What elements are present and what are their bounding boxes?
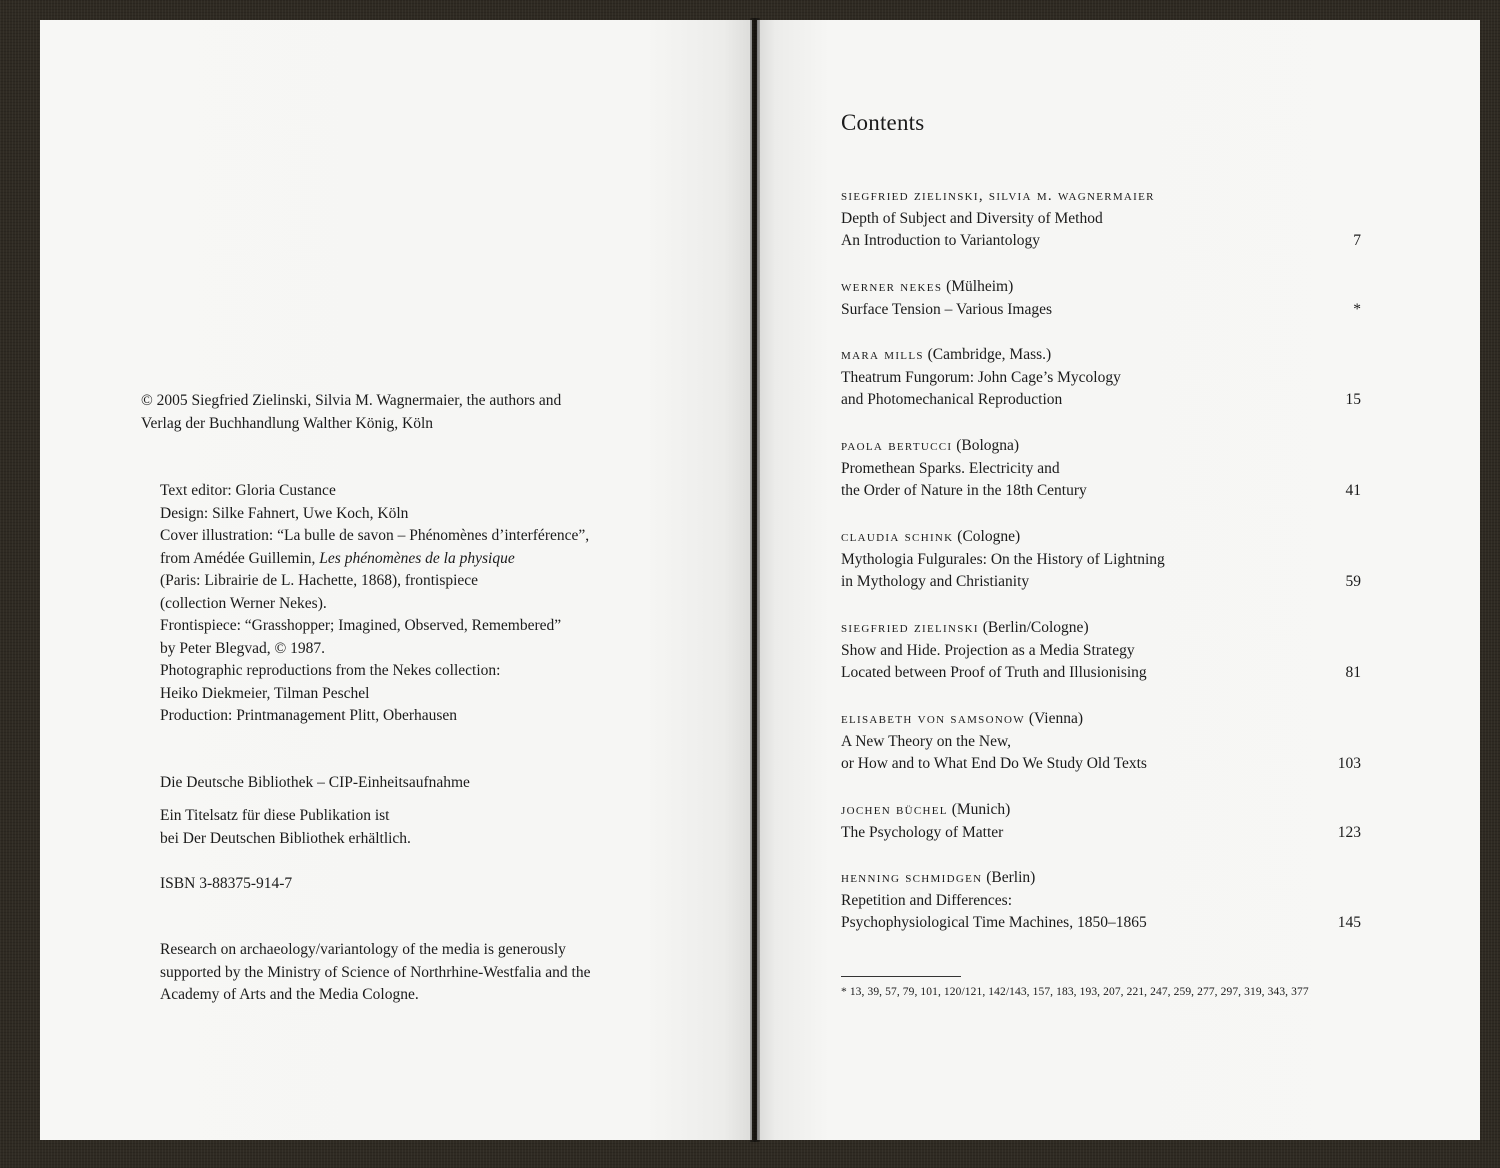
toc-location: (Berlin/Cologne) — [982, 619, 1089, 636]
toc-page-number: 123 — [1337, 823, 1361, 841]
toc-entry — [841, 435, 1361, 503]
credits-block — [160, 480, 589, 728]
toc-title-line: Theatrum Fungorum: John Cage’s Mycology — [841, 368, 1121, 386]
cip-line: bei Der Deutschen Bibliothek erhältlich. — [160, 829, 411, 847]
toc-page-number: 59 — [1345, 573, 1361, 590]
copyright-line: Verlag der Buchhandlung Walther König, Köln — [141, 414, 434, 432]
toc-page-number: 41 — [1345, 482, 1361, 499]
toc-title-line: A New Theory on the New, — [841, 732, 1012, 750]
toc-title-line: in Mythology and Christianity — [841, 573, 1030, 590]
cover-illustration-collection: (collection Werner Nekes). — [160, 594, 327, 612]
photo-credit-names: Heiko Diekmeier, Tilman Peschel — [160, 684, 370, 702]
frontispiece-credit: Frontispiece: “Grasshopper; Imagined, Observed, Remembered” — [160, 617, 562, 634]
toc-authors: elisabeth von samsonow — [841, 711, 1025, 727]
toc-location: (Cologne) — [957, 528, 1021, 545]
toc-authors: siegfried zielinski — [841, 620, 979, 636]
toc-authors-line — [841, 708, 1361, 731]
toc-entry — [841, 526, 1361, 594]
toc-page-number: 145 — [1337, 914, 1361, 931]
toc-title-line: Promethean Sparks. Electricity and — [841, 459, 1060, 477]
support-line: Academy of Arts and the Media Cologne. — [160, 986, 419, 1003]
toc-page-number: 81 — [1345, 664, 1361, 681]
toc-page-number: 103 — [1337, 755, 1361, 772]
toc-title-line: Depth of Subject and Diversity of Method — [841, 209, 1103, 227]
toc-title-line: Show and Hide. Projection as a Media Strategy — [841, 641, 1135, 659]
photo-credit: Photographic reproductions from the Nekes collection: — [160, 662, 501, 679]
toc-title-line: An Introduction to Variantology — [841, 232, 1041, 249]
toc-location: (Cambridge, Mass.) — [927, 346, 1052, 363]
toc-entry — [841, 185, 1361, 253]
contents-heading: Contents — [841, 110, 925, 135]
book-gutter — [750, 18, 760, 1142]
cover-source-prefix: from Amédée Guillemin, — [160, 549, 320, 567]
toc-authors: jochen büchel — [841, 802, 948, 818]
toc-title-line: Surface Tension – Various Images — [841, 300, 1052, 318]
toc-page-number: 15 — [1345, 391, 1361, 408]
right-page — [757, 20, 1480, 1140]
design-credit: Design: Silke Fahnert, Uwe Koch, Köln — [160, 504, 409, 522]
cover-source-book-title: Les phénomènes de la physique — [319, 549, 515, 567]
support-line: Research on archaeology/variantology of the media is generously — [160, 941, 566, 958]
toc-authors: siegfried zielinski, silvia m. wagnermaier — [841, 188, 1155, 204]
toc-authors-line — [841, 799, 1361, 822]
toc-authors-line — [841, 867, 1361, 890]
toc-authors-line — [841, 617, 1361, 640]
toc-authors-line — [841, 526, 1361, 549]
toc-entry — [841, 617, 1361, 685]
toc-page-number: 7 — [1353, 232, 1361, 249]
toc-authors: mara mills — [841, 347, 924, 363]
toc-title-line: Repetition and Differences: — [841, 891, 1013, 909]
cover-illustration-source — [160, 548, 589, 571]
toc-title-line: Located between Proof of Truth and Illusionising — [841, 664, 1147, 681]
toc-entry — [841, 708, 1361, 776]
toc-authors-line — [841, 185, 1361, 208]
toc-authors-line — [841, 344, 1361, 367]
cip-line: Ein Titelsatz für diese Publikation ist — [160, 807, 390, 824]
toc-title-line: the Order of Nature in the 18th Century — [841, 482, 1087, 499]
toc-title-line: Psychophysiological Time Machines, 1850–1865 — [841, 914, 1147, 931]
toc-location: (Mülheim) — [946, 278, 1014, 295]
footnote: * 13, 39, 57, 79, 101, 120/121, 142/143, 157, 183, 193, 207, 221, 247, 259, 277, 297, 319, 343, 377 — [841, 986, 1309, 998]
toc-authors: claudia schink — [841, 529, 954, 545]
toc-authors: henning schmidgen — [841, 870, 983, 886]
toc-authors: paola bertucci — [841, 438, 953, 454]
support-line: supported by the Ministry of Science of Northrhine-Westfalia and the — [160, 963, 591, 981]
toc-title-line: and Photomechanical Reproduction — [841, 391, 1063, 408]
cip-heading: Die Deutsche Bibliothek – CIP-Einheitsaufnahme — [160, 774, 470, 791]
toc-title-line: or How and to What End Do We Study Old Texts — [841, 755, 1147, 772]
toc-location: (Munich) — [951, 801, 1011, 818]
toc-authors-line — [841, 435, 1361, 458]
cover-illustration-publisher: (Paris: Librairie de L. Hachette, 1868), frontispiece — [160, 572, 479, 589]
isbn: ISBN 3-88375-914-7 — [160, 875, 293, 892]
toc-location: (Bologna) — [956, 437, 1020, 454]
footnote-divider — [841, 976, 961, 977]
toc-location: (Vienna) — [1028, 710, 1084, 727]
toc-authors-line — [841, 276, 1361, 299]
toc-entry — [841, 276, 1361, 321]
toc-title-line: The Psychology of Matter — [841, 823, 1004, 841]
toc-entry — [841, 867, 1361, 935]
toc-entry — [841, 799, 1361, 844]
text-editor-credit: Text editor: Gloria Custance — [160, 482, 336, 499]
cover-illustration-credit: Cover illustration: “La bulle de savon – Phénomènes d’interférence”, — [160, 527, 590, 544]
toc-location: (Berlin) — [986, 869, 1036, 886]
toc-page-number: * — [1353, 300, 1361, 318]
frontispiece-artist: by Peter Blegvad, © 1987. — [160, 639, 326, 657]
toc-entry — [841, 344, 1361, 412]
copyright-notice — [141, 390, 561, 435]
toc-title-line: Mythologia Fulgurales: On the History of Lightning — [841, 550, 1165, 568]
production-credit: Production: Printmanagement Plitt, Oberhausen — [160, 707, 458, 724]
cip-notice — [160, 805, 411, 850]
copyright-line: © 2005 Siegfried Zielinski, Silvia M. Wagnermaier, the authors and — [141, 392, 562, 409]
support-notice — [160, 939, 590, 1007]
toc-authors: werner nekes — [841, 279, 943, 295]
left-page — [40, 20, 752, 1140]
